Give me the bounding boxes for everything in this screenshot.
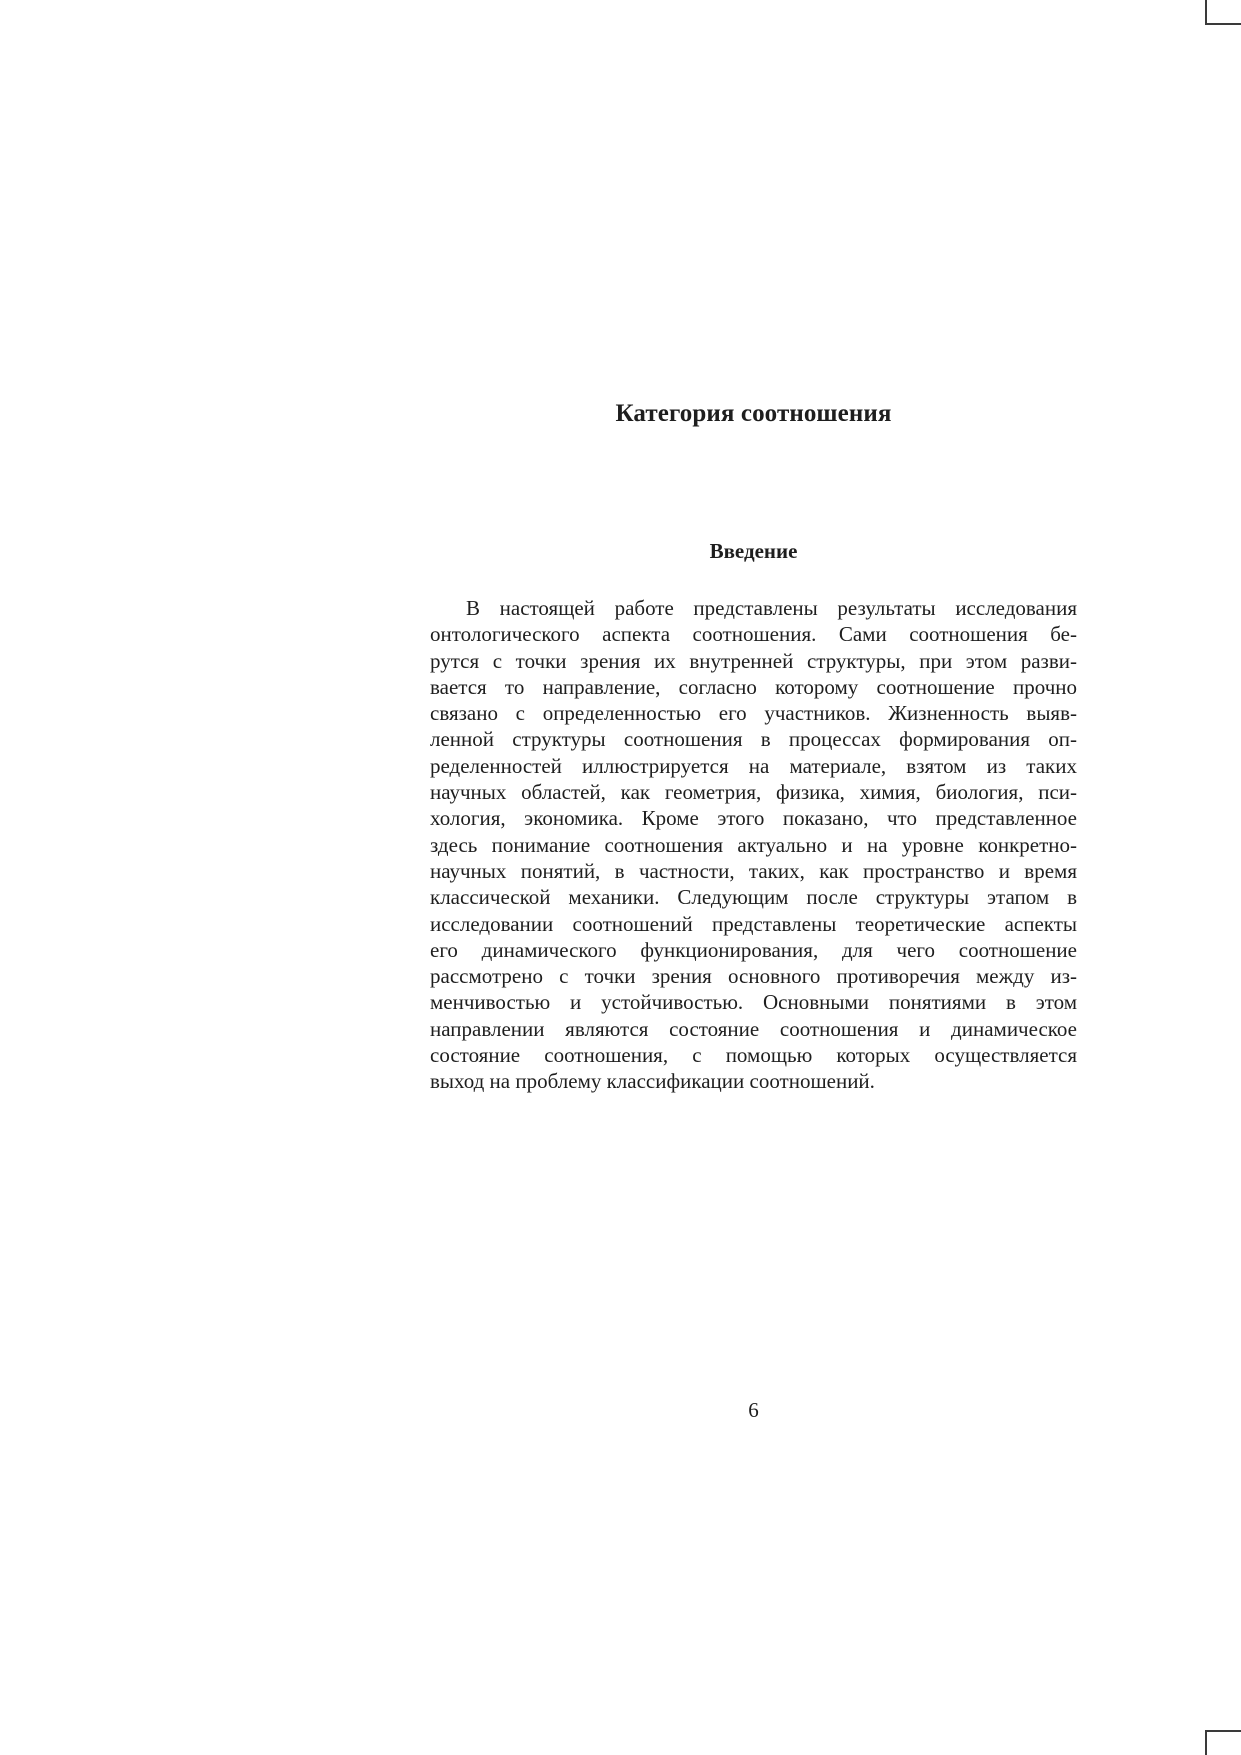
crop-mark-top-horizontal [1205,23,1241,25]
page-number: 6 [748,1398,759,1422]
paragraph-line: ределенностей иллюстрируется на материале, взятом из таких [430,753,1077,778]
paragraph-line: его динамического функционирования, для чего соотношение [430,937,1077,962]
paragraph-line: выход на проблему классификации соотношений. [430,1069,875,1094]
paragraph-line: связано с определенностью его участников. Жизненность выяв- [430,701,1077,726]
crop-mark-bottom-vertical [1205,1730,1207,1755]
paragraph-line: хология, экономика. Кроме этого показано, что представленное [430,806,1077,831]
paragraph-line: исследовании соотношений представлены теоретические аспекты [430,911,1077,936]
paragraph-line: научных областей, как геометрия, физика, химия, биология, пси- [430,780,1077,805]
paragraph-line: классической механики. Следующим после структуры этапом в [430,885,1077,910]
crop-mark-bottom-horizontal [1205,1730,1241,1732]
section-title: Введение [709,539,798,563]
paragraph-line: направлении являются состояние соотношения и динамическое [430,1016,1077,1041]
paragraph-line: рассмотрено с точки зрения основного противоречия между из- [430,964,1077,989]
paragraph-line: В настоящей работе представлены результаты исследования [466,596,1077,620]
paragraph-line: менчивостью и устойчивостью. Основными понятиями в этом [430,990,1077,1015]
paragraph-line: здесь понимание соотношения актуально и на уровне конкретно- [430,832,1077,857]
paragraph-line: состояние соотношения, с помощью которых осуществляется [430,1043,1077,1068]
introduction-paragraph [430,595,1077,1095]
paragraph-line: онтологического аспекта соотношения. Сами соотношения бе- [430,622,1077,647]
paragraph-line: рутся с точки зрения их внутренней структуры, при этом разви- [430,648,1077,673]
paragraph-line: научных понятий, в частности, таких, как пространство и время [430,858,1077,883]
page-title: Категория соотношения [615,400,892,427]
crop-mark-top-vertical [1205,0,1207,24]
paragraph-line: ленной структуры соотношения в процессах формирования оп- [430,727,1077,752]
paragraph-line: вается то направление, согласно которому соотношение прочно [430,674,1077,699]
